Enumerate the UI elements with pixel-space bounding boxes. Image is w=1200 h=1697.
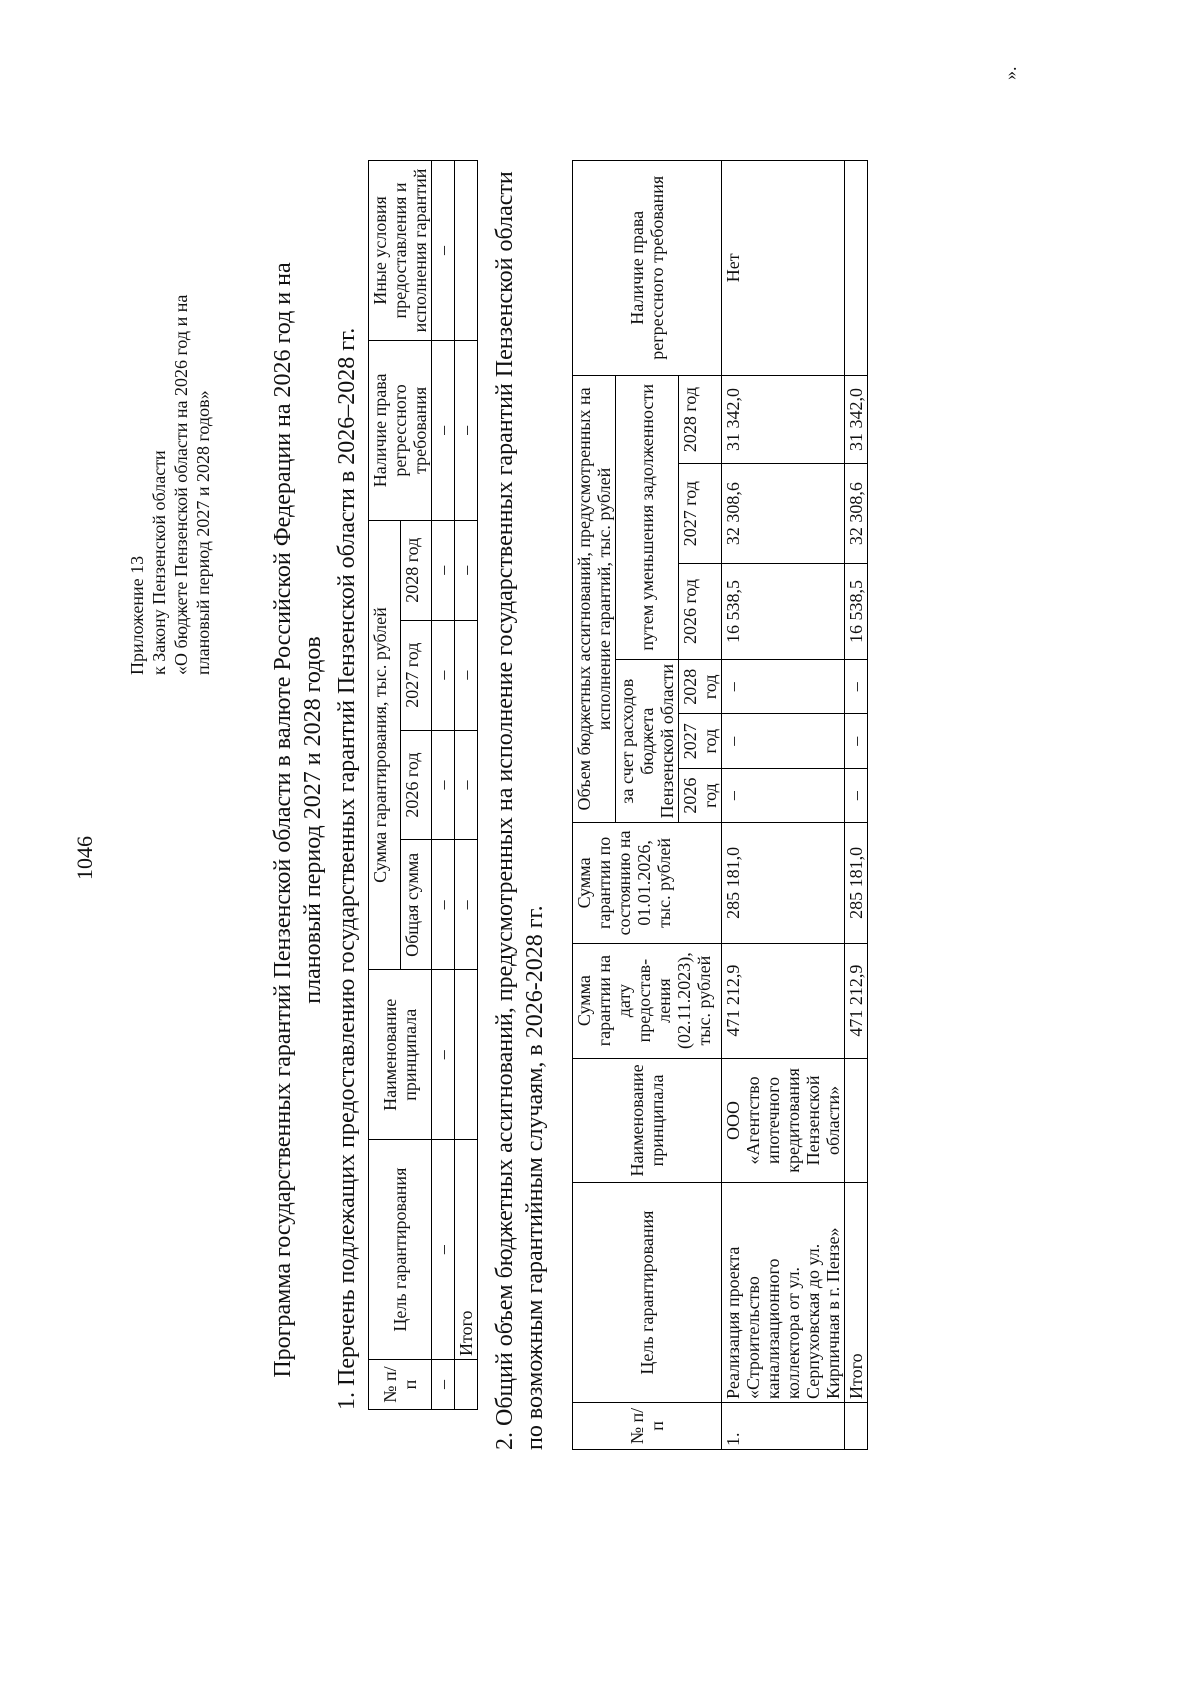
t2-header-d2026: 2026 год xyxy=(679,563,722,659)
t2-sum-state: 285 181,0 xyxy=(722,823,845,943)
t1-cell: – xyxy=(432,970,455,1140)
t2-total-principal xyxy=(845,1058,868,1183)
t2-header-b2027: 2027 год xyxy=(679,714,722,768)
t1-header-2027: 2027 год xyxy=(400,620,432,730)
t2-header-volume-group: Объем бюджетных ассигнований, предусмотренных на исполнение гарантий, тыс. рублей xyxy=(573,375,616,823)
t2-total-d2027: 32 308,6 xyxy=(845,464,868,563)
appendix-header xyxy=(126,115,214,675)
table-row xyxy=(432,161,455,1410)
t1-cell: – xyxy=(432,161,455,341)
document-title-line-1: Программа государственных гарантий Пензенской области в валюте Российской Федерации на 2026 год и на xyxy=(270,262,296,1378)
t1-total-cell: – xyxy=(455,730,478,840)
table-total-row xyxy=(845,161,868,1450)
t1-header-regress: Наличие права регрессного требования xyxy=(369,340,432,520)
t2-header-sum-issue: Сумма гарантии на дату предостав-ления (02.11.2023), тыс. рублей xyxy=(573,943,722,1058)
t2-header-b2028: 2028 год xyxy=(679,660,722,714)
t1-header-principal: Наименование принципала xyxy=(369,970,432,1140)
closing-quote-mark: ». xyxy=(1000,66,1020,80)
t2-principal: ООО «Агентство ипотечного кредитования Пензенской области» xyxy=(722,1058,845,1183)
table-row xyxy=(722,161,845,1450)
t2-sum-issue: 471 212,9 xyxy=(722,943,845,1058)
rotated-page xyxy=(0,40,1020,1600)
t1-cell: – xyxy=(432,340,455,520)
t2-header-by-debt: путем уменьшения задолженности xyxy=(616,375,679,660)
t2-total-label: Итого xyxy=(845,1183,868,1403)
t1-cell: – xyxy=(432,840,455,970)
t2-regress: Нет xyxy=(722,161,845,376)
t1-cell: – xyxy=(432,730,455,840)
t2-total-b2028: – xyxy=(845,660,868,714)
t2-num: 1. xyxy=(722,1402,845,1449)
t2-header-d2027: 2027 год xyxy=(679,464,722,563)
t2-total-d2028: 31 342,0 xyxy=(845,375,868,464)
section-1-heading: 1. Перечень подлежащих предоставлению государственных гарантий Пензенской области в 2026–2028 гг. xyxy=(334,327,360,1410)
t1-cell: – xyxy=(432,1360,455,1410)
t1-total-empty xyxy=(455,1360,478,1410)
t1-total-cell: – xyxy=(455,340,478,520)
t2-b2026: – xyxy=(722,768,845,822)
page-number: 1046 xyxy=(72,836,97,880)
t2-d2027: 32 308,6 xyxy=(722,464,845,563)
t2-goal: Реализация проекта «Строительство канализационного коллектора от ул. Серпуховская до ул. Кирпичная в г. Пензе» xyxy=(722,1183,845,1403)
t2-d2026: 16 538,5 xyxy=(722,563,845,659)
table-total-row xyxy=(455,161,478,1410)
t1-header-2028: 2028 год xyxy=(400,520,432,620)
appendix-line-1: Приложение 13 xyxy=(127,555,147,675)
t1-cell: – xyxy=(432,520,455,620)
t2-total-b2027: – xyxy=(845,714,868,768)
t2-header-principal: Наименование принципала xyxy=(573,1058,722,1183)
t2-b2028: – xyxy=(722,660,845,714)
t2-total-sum-state: 285 181,0 xyxy=(845,823,868,943)
t2-total-empty xyxy=(845,1402,868,1449)
t1-header-2026: 2026 год xyxy=(400,730,432,840)
section-2-heading: 2. Общий объем бюджетных ассигнований, предусмотренных на исполнение государственных гарантий Пензенской области по возможным гарантийным случаям, в 2026-2028 гг. xyxy=(492,171,548,1450)
appendix-line-4: плановый период 2027 и 2028 годов» xyxy=(193,390,213,675)
t1-cell: – xyxy=(432,1140,455,1360)
t2-header-by-budget: за счет расходов бюджета Пензенской области xyxy=(616,660,679,823)
appendix-line-3: «О бюджете Пензенской области на 2026 год и на xyxy=(171,294,191,675)
t1-total-label: Итого xyxy=(455,1140,478,1360)
t1-total-cell: – xyxy=(455,620,478,730)
t2-b2027: – xyxy=(722,714,845,768)
t1-header-other: Иные условия предоставления и исполнения гарантий xyxy=(369,161,432,341)
t2-header-num: № п/п xyxy=(573,1402,722,1449)
t2-header-goal: Цель гарантирования xyxy=(573,1183,722,1403)
t2-total-regress xyxy=(845,161,868,376)
t2-total-d2026: 16 538,5 xyxy=(845,563,868,659)
appropriations-table xyxy=(572,160,868,1450)
t1-total-cell: – xyxy=(455,520,478,620)
guarantees-table xyxy=(368,160,478,1410)
t1-cell: – xyxy=(432,620,455,730)
appendix-line-2: к Закону Пензенской области xyxy=(149,450,169,675)
t1-header-goal: Цель гарантирования xyxy=(369,1140,432,1360)
t2-header-b2026: 2026 год xyxy=(679,768,722,822)
t2-total-sum-issue: 471 212,9 xyxy=(845,943,868,1058)
document-title-line-2: плановый период 2027 и 2028 годов xyxy=(300,636,326,1004)
t1-total-cell xyxy=(455,970,478,1140)
t1-header-total: Общая сумма xyxy=(400,840,432,970)
t1-total-cell: – xyxy=(455,840,478,970)
t1-header-sum-group: Сумма гарантирования, тыс. рублей xyxy=(369,520,401,970)
t2-d2028: 31 342,0 xyxy=(722,375,845,464)
t2-total-b2026: – xyxy=(845,768,868,822)
t2-header-regress: Наличие права регрессного требования xyxy=(573,161,722,376)
t2-header-sum-state: Сумма гарантии по состоянию на 01.01.2026, тыс. рублей xyxy=(573,823,722,943)
t1-total-cell xyxy=(455,161,478,341)
t2-header-d2028: 2028 год xyxy=(679,375,722,464)
t1-header-num: № п/п xyxy=(369,1360,432,1410)
